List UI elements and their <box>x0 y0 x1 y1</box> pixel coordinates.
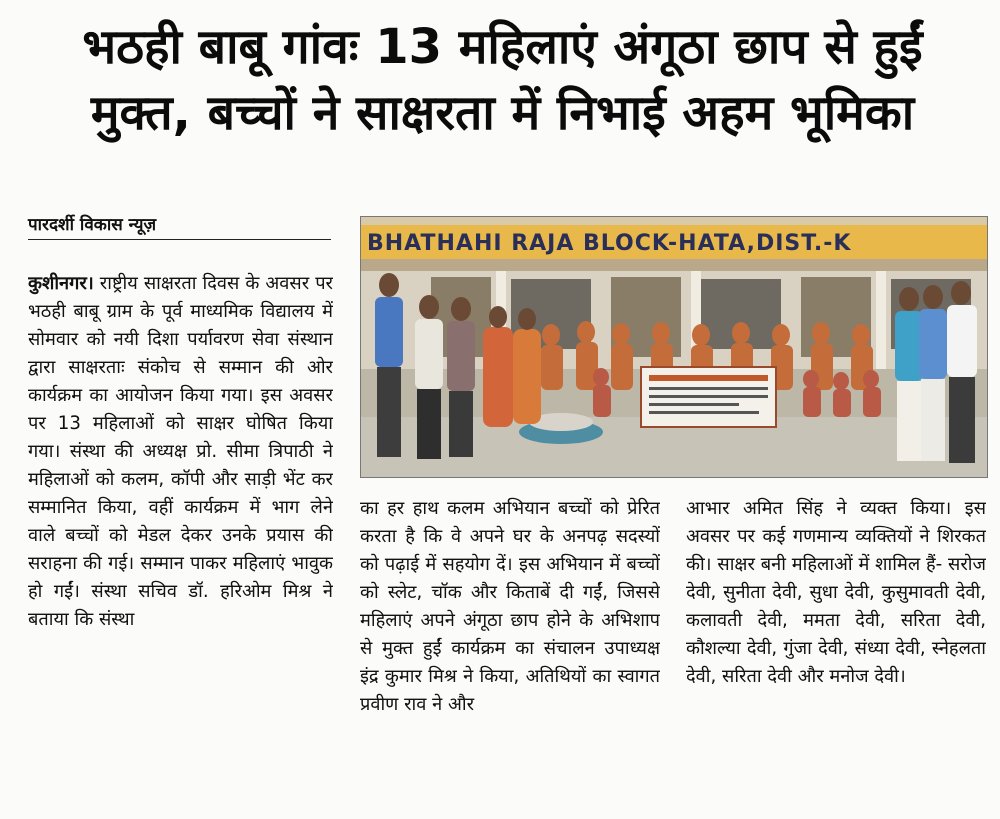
byline: पारदर्शी विकास न्यूज़ <box>28 212 331 240</box>
headline-line-1: भठही बाबू गांवः 13 महिलाएं अंगूठा छाप से हुईं <box>82 19 923 75</box>
news-photo-illustration <box>361 217 987 477</box>
headline-line-2: मुक्त, बच्चों ने साक्षरता में निभाई अहम भूमिका <box>90 85 915 141</box>
article-column-2: का हर हाथ कलम अभियान बच्चों को प्रेरित करता है कि वे अपने घर के अनपढ़ सदस्यों को पढ़ाई में सहयोग दें। इस अभियान में बच्चों को स्लेट, चॉक और किताबें दी गईं, जिससे महिलाएं अपने अंगूठा छाप होने के अभिशाप से मुक्त हुईं कार्यक्रम का संचालन उपाध्यक्ष इंद्र कुमार मिश्र ने किया, अतिथियों का स्वागत प्रवीण राव ने और <box>360 498 660 715</box>
headline <box>20 14 985 146</box>
article-column-1-text: राष्ट्रीय साक्षरता दिवस के अवसर पर भठही बाबू ग्राम के पूर्व माध्यमिक विद्यालय में सोमवार को नयी दिशा पर्यावरण सेवा संस्थान द्वारा साक्षरताः संकोच से सम्मान की ओर कार्यक्रम का आयोजन किया गया। इस अवसर पर 13 महिलाओं को साक्षर घोषित किया गया। संस्था की अध्यक्ष प्रो. सीमा त्रिपाठी ने महिलाओं को कलम, कॉपी और साड़ी भेंट कर सम्मानित किया, वहीं कार्यक्रम में भाग लेने वाले बच्चों को मेडल देकर उनके प्रयास की सराहना की गई। सम्मान पाकर महिलाएं भावुक हो गईं। संस्था सचिव डॉ. हरिओम मिश्र ने बताया कि संस्था <box>28 273 333 630</box>
article-column-1 <box>28 270 333 815</box>
building-sign-text: BHATHAHI RAJA BLOCK-HATA,DIST.-K <box>367 231 852 256</box>
dateline: कुशीनगर। <box>28 273 94 294</box>
article-column-3: आभार अमित सिंह ने व्यक्त किया। इस अवसर पर कई गणमान्य व्यक्तियों ने शिरकत की। साक्षर बनी महिलाओं में शामिल हैं- सरोज देवी, सुनीता देवी, सुधा देवी, कुसुमावती देवी, कलावती देवी, ममता देवी, सरिता देवी, कौशल्या देवी, गुंजा देवी, संध्या देवी, स्नेहलता देवी, सरिता देवी और मनोज देवी। <box>686 498 986 687</box>
news-photo <box>360 216 988 478</box>
